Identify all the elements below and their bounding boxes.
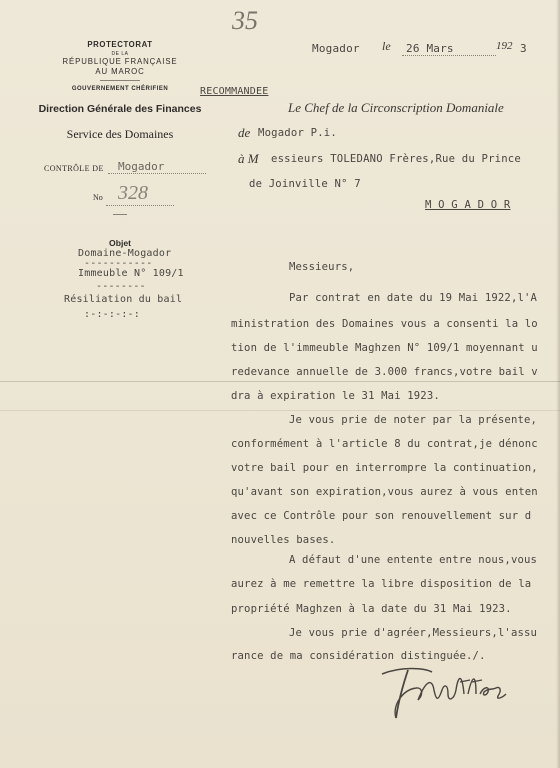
header-rule	[100, 80, 140, 81]
letter-line: nouvelles bases.	[231, 534, 336, 546]
recipient-prefix: à M	[238, 151, 259, 166]
year-prefix: 192	[496, 40, 513, 52]
letter-line: conformément à l'article 8 du contrat,je dénonc	[231, 438, 538, 450]
header-republique: RÉPUBLIQUE FRANÇAISE	[62, 57, 178, 66]
sender-line1: Le Chef de la Circonscription Domaniale	[288, 100, 504, 115]
objet-sep1: -----------	[84, 258, 153, 269]
letter-line: votre bail pour en interrompre la continuation,	[231, 462, 538, 474]
letter-line: dra à expiration le 31 Mai 1923.	[231, 390, 440, 402]
no-label: No	[93, 193, 103, 202]
objet-line3: Résiliation du bail	[64, 294, 183, 305]
letter-line: tion de l'immeuble Maghzen N° 109/1 moyennant u	[231, 342, 538, 354]
controle-label: CONTRÔLE DE	[44, 164, 104, 173]
letter-line: qu'avant son expiration,vous aurez à vous enten	[231, 486, 538, 498]
signature-image	[372, 660, 512, 724]
recipient-line1: essieurs TOLEDANO Frères,Rue du Prince	[271, 153, 521, 165]
sender-line2-prefix: de	[238, 125, 251, 140]
header-service: Service des Domaines	[66, 127, 174, 141]
fold-crease-2	[0, 410, 560, 411]
letter-line: Je vous prie de noter par la présente,	[289, 414, 538, 426]
objet-line2: Immeuble N° 109/1	[78, 268, 184, 279]
letter-line: A défaut d'une entente entre nous,vous	[289, 554, 538, 566]
recommandee-stamp: RECOMMANDEE	[200, 86, 269, 97]
objet-sep2: --------	[96, 281, 146, 292]
letter-line: avec ce Contrôle pour son renouvellement sur d	[231, 510, 532, 522]
header-gouvernement: GOUVERNEMENT CHÉRIFIEN	[71, 86, 169, 92]
objet-label: Objet	[109, 238, 131, 248]
header-direction: Direction Générale des Finances	[38, 103, 202, 115]
header-protectorat: PROTECTORAT	[87, 40, 153, 49]
header-au-maroc: AU MAROC	[95, 67, 145, 76]
header-de-la: DE LA	[111, 51, 129, 57]
date-le: le	[382, 39, 391, 53]
page-number: 35	[232, 6, 258, 35]
page-edge-shadow	[556, 0, 560, 768]
date-value: 26 Mars	[402, 42, 496, 56]
controle-value: Mogador	[108, 160, 206, 174]
letter-line: ministration des Domaines vous a consenti la lo	[231, 318, 538, 330]
place-name: Mogador	[312, 42, 360, 55]
letter-line: aurez à me remettre la libre disposition de la	[231, 578, 532, 590]
year-suffix: 3	[520, 42, 527, 55]
letter-line: propriété Maghzen à la date du 31 Mai 1923.	[231, 603, 512, 615]
letter-line: Par contrat en date du 19 Mai 1922,l'A	[289, 292, 538, 304]
recipient-city: M O G A D O R	[425, 199, 511, 211]
letter-line: rance de ma considération distinguée./.	[231, 650, 486, 662]
sender-line2-value: Mogador P.i.	[258, 127, 337, 139]
letter-line: redevance annuelle de 3.000 francs,votre bail v	[231, 366, 538, 378]
no-value: 328	[106, 182, 174, 206]
objet-line1: Domaine-Mogador	[78, 248, 172, 259]
fold-crease	[0, 381, 560, 382]
no-underline-rule	[113, 214, 127, 215]
objet-sep3: :-:-:-:-:	[84, 309, 140, 320]
letter-line: Je vous prie d'agréer,Messieurs,l'assu	[289, 627, 538, 639]
recipient-line2: de Joinville N° 7	[249, 178, 361, 190]
salutation: Messieurs,	[289, 261, 355, 273]
